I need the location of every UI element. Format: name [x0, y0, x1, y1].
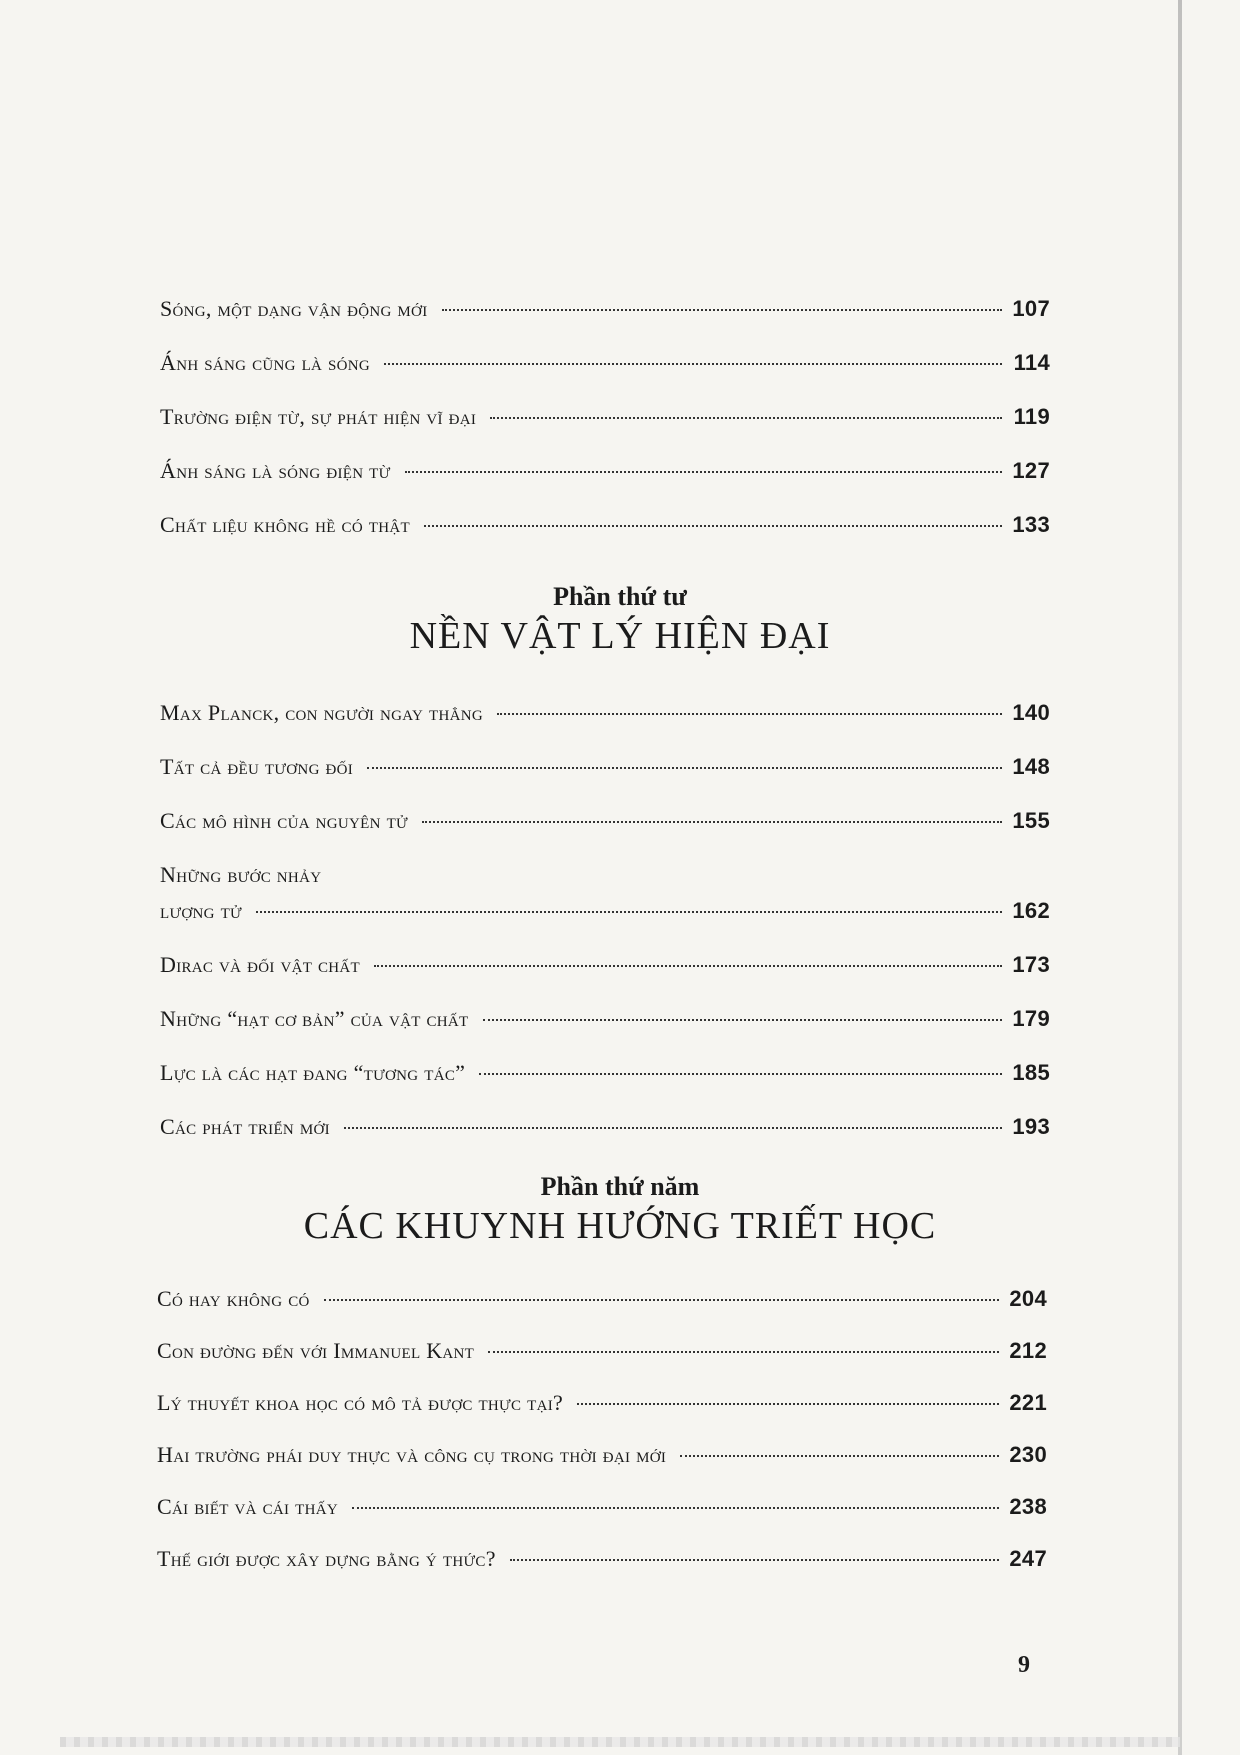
toc-entry-title: Sóng, một dạng vận động mới	[160, 296, 428, 321]
toc-entry[interactable]	[157, 1338, 1047, 1390]
toc-entry[interactable]	[160, 700, 1050, 754]
dot-leader	[497, 713, 1002, 715]
toc-entry-title: Thế giới được xây dựng bằng ý thức?	[157, 1546, 496, 1571]
dot-leader	[479, 1073, 1002, 1075]
toc-entry-page: 185	[1012, 1060, 1050, 1085]
toc-entry-page: 204	[1009, 1286, 1047, 1311]
toc-entry-page: 221	[1009, 1390, 1047, 1415]
dot-leader	[422, 821, 1002, 823]
dot-leader	[367, 767, 1002, 769]
toc-entry[interactable]	[160, 458, 1050, 512]
part-title: NỀN VẬT LÝ HIỆN ĐẠI	[409, 615, 831, 657]
toc-entry-title: Lực là các hạt đang “tương tác”	[160, 1060, 466, 1085]
toc-group-part-5	[157, 1286, 1047, 1598]
dot-leader	[352, 1507, 999, 1509]
dot-leader	[483, 1019, 1002, 1021]
toc-entry-title-line1: Những bước nhảy	[160, 862, 322, 887]
toc-entry-title: Lý thuyết khoa học có mô tả được thực tại?	[157, 1390, 564, 1415]
toc-entry[interactable]	[160, 1060, 1050, 1114]
dot-leader	[680, 1455, 999, 1457]
toc-entry[interactable]	[160, 862, 1050, 952]
toc-entry-page: 148	[1012, 754, 1050, 779]
scan-edge-bottom	[60, 1737, 1180, 1747]
toc-entry-title: Những “hạt cơ bản” của vật chất	[160, 1006, 469, 1031]
dot-leader	[256, 911, 1002, 913]
page-number: 9	[1018, 1652, 1030, 1678]
toc-entry-title: Cái biết và cái thấy	[157, 1494, 338, 1519]
toc-entry-page: 179	[1012, 1006, 1050, 1031]
toc-entry-title-line2: lượng tử	[160, 898, 242, 923]
toc-entry[interactable]	[157, 1494, 1047, 1546]
toc-entry-page: 133	[1012, 512, 1050, 537]
toc-entry[interactable]	[160, 808, 1050, 862]
toc-entry-title: Chất liệu không hề có thật	[160, 512, 410, 537]
toc-entry-page: 238	[1009, 1494, 1047, 1519]
toc-entry-title: Tất cả đều tương đối	[160, 754, 354, 779]
toc-entry-title: Có hay không có	[157, 1286, 310, 1311]
toc-entry-page: 140	[1012, 700, 1050, 725]
toc-entry-title: Ánh sáng là sóng điện từ	[160, 458, 391, 483]
toc-entry[interactable]	[160, 952, 1050, 1006]
toc-entry-page: 107	[1012, 296, 1050, 321]
toc-entry[interactable]	[157, 1286, 1047, 1338]
dot-leader	[577, 1403, 999, 1405]
toc-entry-page: 247	[1009, 1546, 1047, 1571]
toc-entry-page: 230	[1009, 1442, 1047, 1467]
toc-entry[interactable]	[160, 404, 1050, 458]
part-title: CÁC KHUYNH HƯỚNG TRIẾT HỌC	[303, 1205, 937, 1247]
toc-entry[interactable]	[157, 1546, 1047, 1598]
dot-leader	[405, 471, 1002, 473]
toc-entry[interactable]	[157, 1442, 1047, 1494]
toc-entry-title: Dirac và đối vật chất	[160, 952, 361, 977]
dot-leader	[374, 965, 1002, 967]
toc-entry-title: Con đường đến với Immanuel Kant	[157, 1338, 475, 1363]
dot-leader	[510, 1559, 999, 1561]
toc-entry[interactable]	[160, 512, 1050, 566]
toc-entry-title: Các mô hình của nguyên tử	[160, 808, 408, 833]
dot-leader	[324, 1299, 999, 1301]
toc-entry-title: Max Planck, con người ngay thẳng	[160, 700, 483, 725]
toc-group-part-4	[160, 700, 1050, 1168]
toc-group-part-3-continued	[160, 296, 1050, 566]
toc-entry-page: 173	[1012, 952, 1050, 977]
dot-leader	[384, 363, 1002, 365]
part-heading-4	[0, 582, 1240, 658]
toc-entry-title: Ánh sáng cũng là sóng	[160, 350, 371, 375]
toc-entry-page: 127	[1012, 458, 1050, 483]
toc-entry-page: 212	[1009, 1338, 1047, 1363]
toc-entry-page: 114	[1013, 350, 1050, 375]
part-heading-5	[0, 1172, 1240, 1248]
dot-leader	[344, 1127, 1002, 1129]
toc-entry-title: Các phát triển mới	[160, 1114, 330, 1139]
toc-entry[interactable]	[160, 1114, 1050, 1168]
toc-entry[interactable]	[160, 754, 1050, 808]
toc-entry-page: 155	[1012, 808, 1050, 833]
toc-entry[interactable]	[160, 350, 1050, 404]
toc-entry-title: Hai trường phái duy thực và công cụ trong thời đại mới	[157, 1442, 667, 1467]
toc-entry[interactable]	[160, 296, 1050, 350]
dot-leader	[424, 525, 1002, 527]
toc-entry[interactable]	[160, 1006, 1050, 1060]
dot-leader	[442, 309, 1003, 311]
scan-edge-right	[1178, 0, 1182, 1755]
toc-entry-page: 162	[1012, 898, 1050, 923]
toc-entry[interactable]	[157, 1390, 1047, 1442]
dot-leader	[490, 417, 1002, 419]
toc-entry-page: 119	[1013, 404, 1050, 429]
part-label: Phần thứ tư	[553, 582, 687, 611]
toc-entry-page: 193	[1012, 1114, 1050, 1139]
toc-entry-title: Trường điện từ, sự phát hiện vĩ đại	[160, 404, 477, 429]
dot-leader	[488, 1351, 999, 1353]
part-label: Phần thứ năm	[540, 1172, 700, 1201]
